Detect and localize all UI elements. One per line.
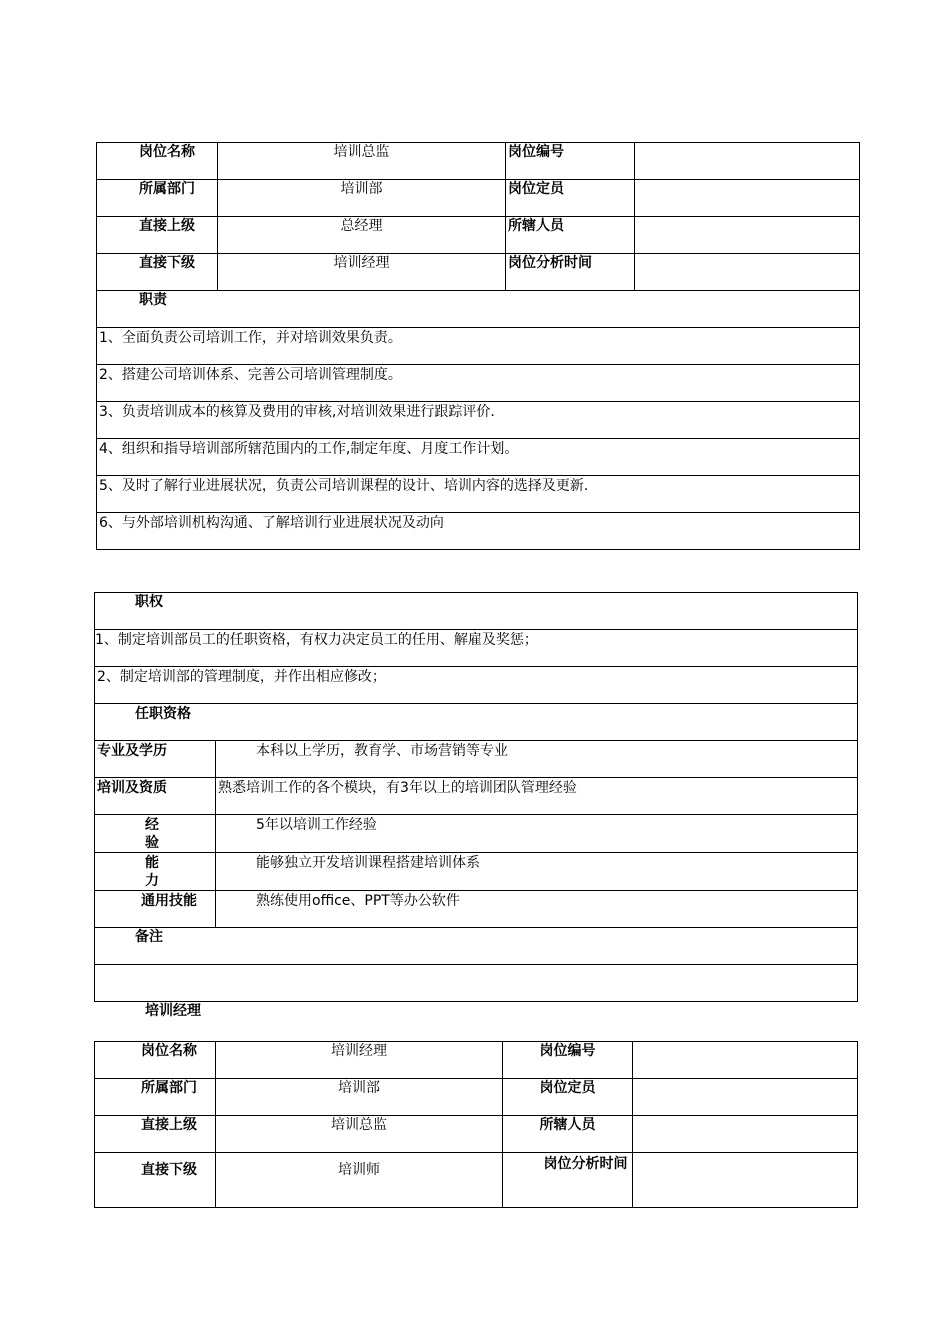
duty-item: 2、搭建公司培训体系、完善公司培训管理制度。 — [97, 365, 860, 402]
field-label: 所属部门 — [97, 180, 218, 217]
field-label: 岗位定员 — [506, 180, 635, 217]
table-row — [95, 965, 858, 1002]
field-value: 培训部 — [216, 1079, 503, 1116]
field-value: 培训经理 — [218, 254, 506, 291]
field-value: 培训师 — [216, 1153, 503, 1208]
table-row — [95, 853, 858, 891]
field-label: 所辖人员 — [503, 1116, 633, 1153]
duty-item: 6、与外部培训机构沟通、了解培训行业进展状况及动向 — [97, 513, 860, 550]
field-label: 岗位名称 — [97, 143, 218, 180]
table-row — [95, 778, 858, 815]
table-row — [95, 667, 858, 704]
table-row — [95, 815, 858, 853]
table-row — [95, 630, 858, 667]
field-value — [633, 1153, 858, 1208]
table-row — [95, 1042, 858, 1079]
field-value: 培训部 — [218, 180, 506, 217]
field-label: 直接下级 — [97, 254, 218, 291]
field-value — [633, 1116, 858, 1153]
qualification-heading: 任职资格 — [95, 704, 858, 741]
table-row — [97, 439, 860, 476]
field-value — [635, 254, 860, 291]
table-row — [97, 365, 860, 402]
table-row — [97, 291, 860, 328]
qualification-label: 培训及资质 — [95, 778, 216, 815]
field-label: 直接上级 — [97, 217, 218, 254]
table-row — [97, 513, 860, 550]
authority-item: 2、制定培训部的管理制度，并作出相应修改； — [95, 667, 858, 704]
field-value — [635, 143, 860, 180]
qualification-value: 5年以培训工作经验 — [216, 815, 858, 853]
table-row — [95, 1116, 858, 1153]
table-row — [97, 254, 860, 291]
table-row — [95, 593, 858, 630]
field-value — [635, 217, 860, 254]
field-value: 培训总监 — [218, 143, 506, 180]
qualification-label: 专业及学历 — [95, 741, 216, 778]
field-label: 所属部门 — [95, 1079, 216, 1116]
field-label: 直接下级 — [95, 1153, 216, 1208]
table-row — [97, 180, 860, 217]
duties-heading: 职责 — [97, 291, 860, 328]
field-value: 培训总监 — [216, 1116, 503, 1153]
field-label: 岗位编号 — [506, 143, 635, 180]
table-row — [97, 217, 860, 254]
field-value — [635, 180, 860, 217]
duty-item: 4、组织和指导培训部所辖范围内的工作,制定年度、月度工作计划。 — [97, 439, 860, 476]
qualification-label: 经验 — [95, 815, 216, 853]
field-value — [633, 1079, 858, 1116]
table-row — [97, 402, 860, 439]
authority-heading: 职权 — [95, 593, 858, 630]
qualification-label: 能力 — [95, 853, 216, 891]
duty-item: 3、负责培训成本的核算及费用的审核,对培训效果进行跟踪评价. — [97, 402, 860, 439]
field-label: 岗位编号 — [503, 1042, 633, 1079]
field-label: 岗位名称 — [95, 1042, 216, 1079]
qualification-value: 熟练使用office、PPT等办公软件 — [216, 891, 858, 928]
table-row — [95, 928, 858, 965]
qualification-value: 本科以上学历，教育学、市场营销等专业 — [216, 741, 858, 778]
job-table-training-director — [96, 142, 860, 550]
table-row — [95, 1079, 858, 1116]
section-title: 培训经理 — [145, 1003, 201, 1019]
duty-item: 1、全面负责公司培训工作，并对培训效果负责。 — [97, 328, 860, 365]
duty-item: 5、及时了解行业进展状况，负责公司培训课程的设计、培训内容的选择及更新. — [97, 476, 860, 513]
table-row — [95, 741, 858, 778]
field-label: 所辖人员 — [506, 217, 635, 254]
table-row — [95, 704, 858, 741]
table-row — [97, 476, 860, 513]
field-label: 直接上级 — [95, 1116, 216, 1153]
job-table-training-manager — [94, 1041, 858, 1208]
authority-qualification-table — [94, 592, 858, 1002]
field-value: 培训经理 — [216, 1042, 503, 1079]
qualification-label: 通用技能 — [95, 891, 216, 928]
table-row — [97, 143, 860, 180]
authority-item: 1、制定培训部员工的任职资格，有权力决定员工的任用、解雇及奖惩； — [95, 630, 858, 667]
qualification-value: 熟悉培训工作的各个模块，有3年以上的培训团队管理经验 — [216, 778, 858, 815]
table-row — [97, 328, 860, 365]
remarks-heading: 备注 — [95, 928, 858, 965]
table-row — [95, 891, 858, 928]
field-value: 总经理 — [218, 217, 506, 254]
remarks-value — [95, 965, 858, 1002]
field-label: 岗位分析时间 — [503, 1153, 633, 1208]
table-row — [95, 1153, 858, 1208]
qualification-value: 能够独立开发培训课程搭建培训体系 — [216, 853, 858, 891]
field-label: 岗位分析时间 — [506, 254, 635, 291]
field-value — [633, 1042, 858, 1079]
field-label: 岗位定员 — [503, 1079, 633, 1116]
